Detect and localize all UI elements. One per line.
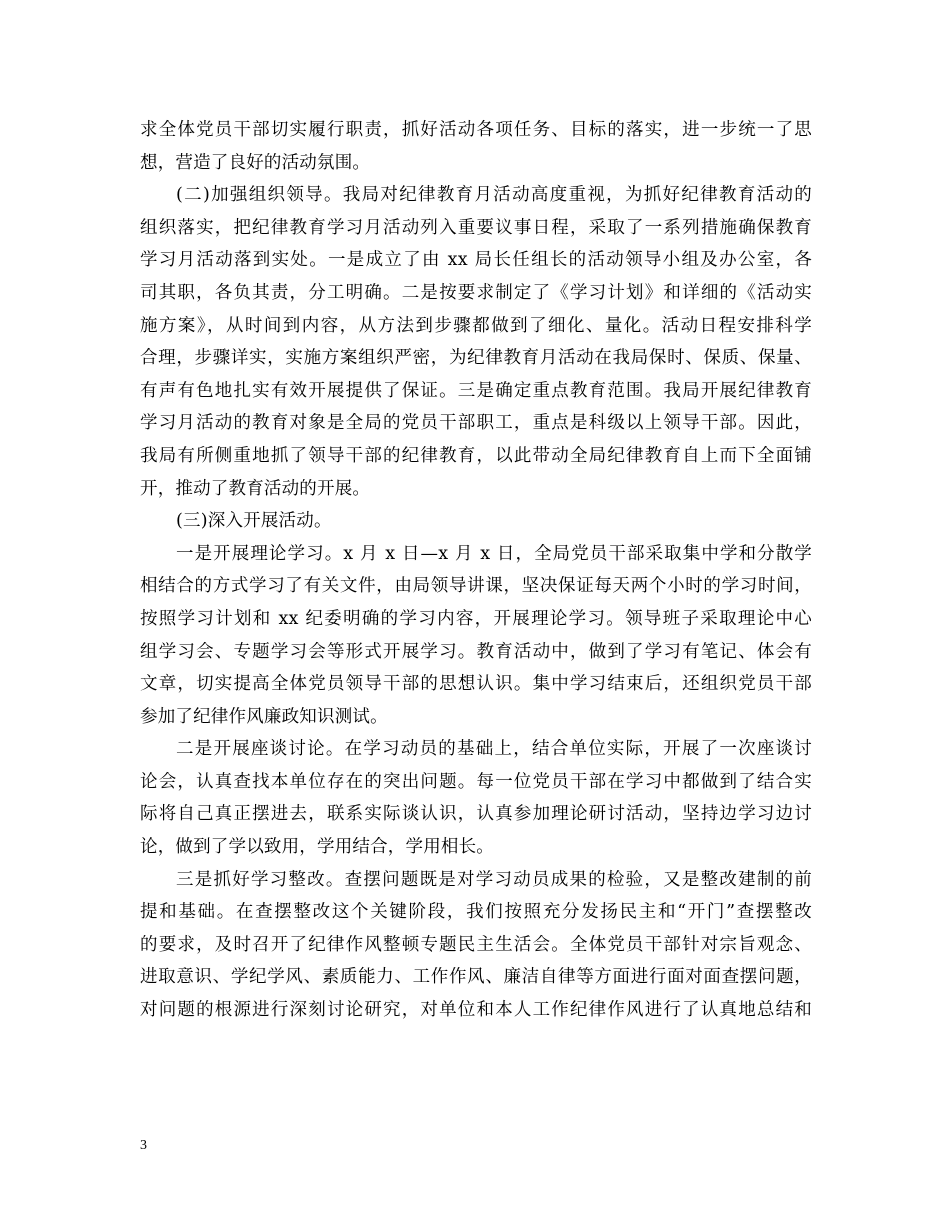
text-line: 论会，认真查找本单位存在的突出问题。每一位党员干部在学习中都做到了结合实 — [140, 771, 812, 792]
page-number: 3 — [140, 1138, 147, 1153]
text-line: 对问题的根源进行深刻讨论研究，对单位和本人工作纪律作风进行了认真地总结和 — [140, 1000, 812, 1021]
text-line: 际将自己真正摆进去，联系实际谈认识，认真参加理论研讨活动，坚持边学习边讨 — [140, 804, 812, 825]
text-line: 三是抓好学习整改。查摆问题既是对学习动员成果的检验，又是整改建制的前 — [176, 869, 812, 890]
text-line: 的要求，及时召开了纪律作风整顿专题民主生活会。全体党员干部针对宗旨观念、 — [140, 934, 812, 955]
text-line: 合理，步骤详实，实施方案组织严密，为纪律教育月活动在我局保时、保质、保量、 — [140, 348, 812, 369]
text-line: 提和基础。在查摆整改这个关键阶段，我们按照充分发扬民主和“开门”查摆整改 — [140, 902, 812, 923]
text-line: 学习月活动的教育对象是全局的党员干部职工，重点是科级以上领导干部。因此， — [140, 413, 812, 434]
text-line: 学习月活动落到实处。一是成立了由 xx 局长任组长的活动领导小组及办公室，各 — [140, 250, 812, 271]
text-line: 有声有色地扎实有效开展提供了保证。三是确定重点教育范围。我局开展纪律教育 — [140, 380, 812, 401]
text-line: 我局有所侧重地抓了领导干部的纪律教育，以此带动全局纪律教育自上而下全面铺 — [140, 445, 812, 466]
text-line: 司其职，各负其责，分工明确。二是按要求制定了《学习计划》和详细的《活动实 — [140, 282, 812, 303]
text-line: 一是开展理论学习。x 月 x 日—x 月 x 日，全局党员干部采取集中学和分散学 — [176, 543, 812, 564]
text-line: 组织落实，把纪律教育学习月活动列入重要议事日程，采取了一系列措施确保教育 — [140, 217, 812, 238]
text-line: 开，推动了教育活动的开展。 — [140, 478, 371, 499]
text-line: 二是开展座谈讨论。在学习动员的基础上，结合单位实际，开展了一次座谈讨 — [176, 739, 812, 760]
text-line: (二)加强组织领导。我局对纪律教育月活动高度重视，为抓好纪律教育活动的 — [176, 185, 812, 206]
text-line: 求全体党员干部切实履行职责，抓好活动各项任务、目标的落实，进一步统一了思 — [140, 120, 812, 140]
text-line: 进取意识、学纪学风、素质能力、工作作风、廉洁自律等方面进行面对面查摆问题， — [140, 967, 812, 988]
document-body — [140, 114, 812, 1027]
text-line: 文章，切实提高全体党员领导干部的思想认识。集中学习结束后，还组织党员干部 — [140, 674, 812, 695]
text-line: 按照学习计划和 xx 纪委明确的学习内容，开展理论学习。领导班子采取理论中心 — [140, 608, 812, 629]
text-line: 相结合的方式学习了有关文件，由局领导讲课，坚决保证每天两个小时的学习时间， — [140, 576, 812, 597]
text-line: 施方案》，从时间到内容，从方法到步骤都做到了细化、量化。活动日程安排科学 — [140, 315, 812, 336]
text-line: 组学习会、专题学习会等形式开展学习。教育活动中，做到了学习有笔记、体会有 — [140, 641, 812, 662]
text-line: 参加了纪律作风廉政知识测试。 — [140, 706, 388, 727]
text-line: 论，做到了学以致用，学用结合，学用相长。 — [140, 837, 494, 858]
text-line: (三)深入开展活动。 — [176, 511, 332, 532]
text-line: 想，营造了良好的活动氛围。 — [140, 152, 371, 173]
